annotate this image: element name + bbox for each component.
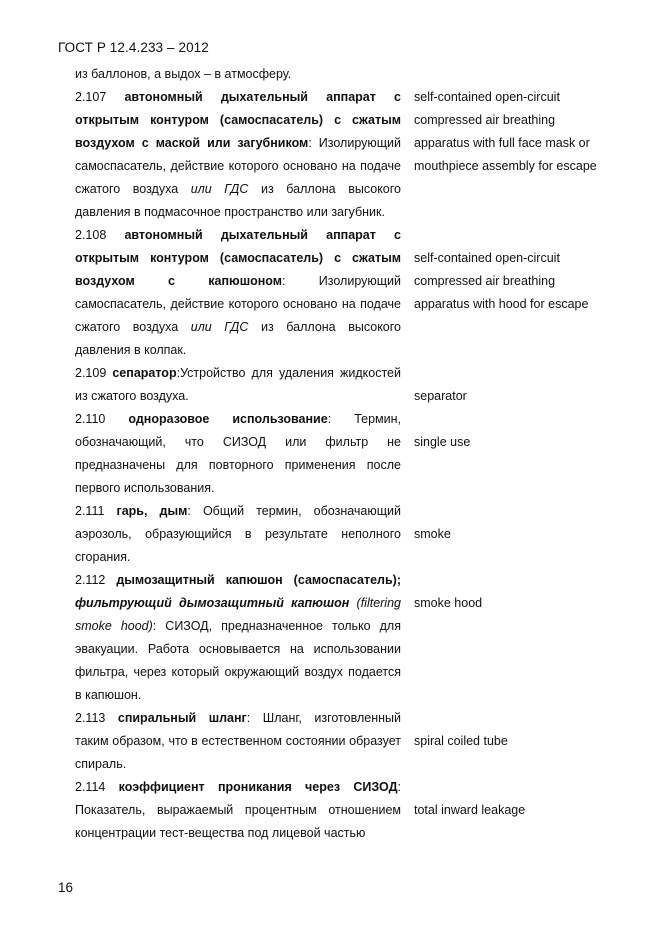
- english-term-2-111: smoke: [414, 527, 451, 541]
- term-definition: Шланг, изготовленный таким образом, что в естественном состоянии образует спираль.: [75, 711, 401, 771]
- term-definition: Изолирующий самоспасатель, действие которого основано на подаче сжатого воздуха: [75, 136, 402, 196]
- term-number: 2.108: [75, 228, 107, 242]
- term-definition-end: из баллона высокого давления в колпак.: [75, 320, 401, 357]
- term-definition-italic: или ГДС: [190, 320, 249, 334]
- term-entry-2-112: [75, 569, 401, 707]
- term-number: 2.113: [75, 711, 106, 725]
- term-definition-end: из баллона высокого давления в подмасочное пространство или загубник.: [75, 182, 401, 219]
- term-number: 2.109: [75, 366, 107, 380]
- term-definition: Устройство для удаления жидкостей из сжатого воздуха.: [75, 366, 401, 403]
- english-term-2-114: total inward leakage: [414, 803, 526, 817]
- russian-column: [75, 63, 401, 845]
- term-definition: СИЗОД, предназначенное только для эвакуации. Работа основывается на использовании фильтра, через который окружающий воздух подается в капюшон.: [75, 619, 401, 702]
- term-name: автономный дыхательный аппарат с открытым контуром (самоспасатель) с сжатым воздухом с маской или загубником: [75, 90, 401, 150]
- term-synonym: фильтрующий дымозащитный капюшон: [75, 596, 350, 610]
- term-separator: :: [176, 366, 181, 380]
- term-entry-2-113: [75, 707, 401, 776]
- term-definition: Изолирующий самоспасатель, действие которого основано на подаче сжатого воздуха: [75, 274, 402, 334]
- term-number: 2.114: [75, 780, 106, 794]
- term-separator: :: [327, 412, 332, 426]
- page-number: 16: [58, 880, 74, 895]
- term-name: коэффициент проникания через СИЗОД: [118, 780, 398, 794]
- term-separator: :: [308, 136, 312, 150]
- term-entry-2-110: [75, 408, 401, 500]
- document-header: ГОСТ Р 12.4.233 – 2012: [58, 40, 209, 55]
- term-name: гарь, дым: [116, 504, 188, 518]
- term-definition: Термин, обозначающий, что СИЗОД или фильтр не предназначены для повторного применения после первого использования.: [75, 412, 401, 495]
- english-term-2-113: spiral coiled tube: [414, 734, 508, 748]
- english-term-2-112: smoke hood: [414, 596, 483, 610]
- term-separator: :: [152, 619, 157, 633]
- term-entry-2-109: [75, 362, 401, 408]
- term-separator: :: [397, 780, 401, 794]
- term-entry-2-107: [75, 86, 401, 224]
- term-entry-2-111: [75, 500, 401, 569]
- term-name: сепаратор: [112, 366, 177, 380]
- term-separator: :: [282, 274, 286, 288]
- english-term-2-108: self-contained open-circuit compressed air breathing apparatus with hood for escape: [414, 251, 589, 311]
- english-term-2-107: self-contained open-circuit compressed air breathing apparatus with full face mask or mouthpiece assembly for escape: [414, 90, 597, 173]
- term-number: 2.110: [75, 412, 106, 426]
- term-english-paren: (filtering smoke hood): [75, 596, 401, 633]
- term-number: 2.112: [75, 573, 106, 587]
- term-name: одноразовое использование: [128, 412, 328, 426]
- english-term-2-110: single use: [414, 435, 471, 449]
- term-number: 2.107: [75, 90, 107, 104]
- term-definition: Показатель, выражаемый процентным отношением концентрации тест-вещества под лицевой частью: [75, 803, 401, 840]
- term-separator: :: [187, 504, 191, 518]
- term-number: 2.111: [75, 504, 105, 518]
- term-name: дымозащитный капюшон (самоспасатель);: [116, 573, 401, 587]
- term-definition-italic: или ГДС: [190, 182, 249, 196]
- term-entry-2-114: [75, 776, 401, 845]
- english-term-2-109: separator: [414, 389, 467, 403]
- continuation-text: из баллонов, а выдох – в атмосферу.: [75, 67, 292, 81]
- term-name: спиральный шланг: [117, 711, 247, 725]
- term-definition: Общий термин, обозначающий аэрозоль, образующийся в результате неполного сгорания.: [75, 504, 401, 564]
- term-separator: :: [246, 711, 251, 725]
- term-name: автономный дыхательный аппарат с открытым контуром (самоспасатель) с сжатым воздухом с капюшоном: [75, 228, 401, 288]
- term-entry-2-108: [75, 224, 401, 362]
